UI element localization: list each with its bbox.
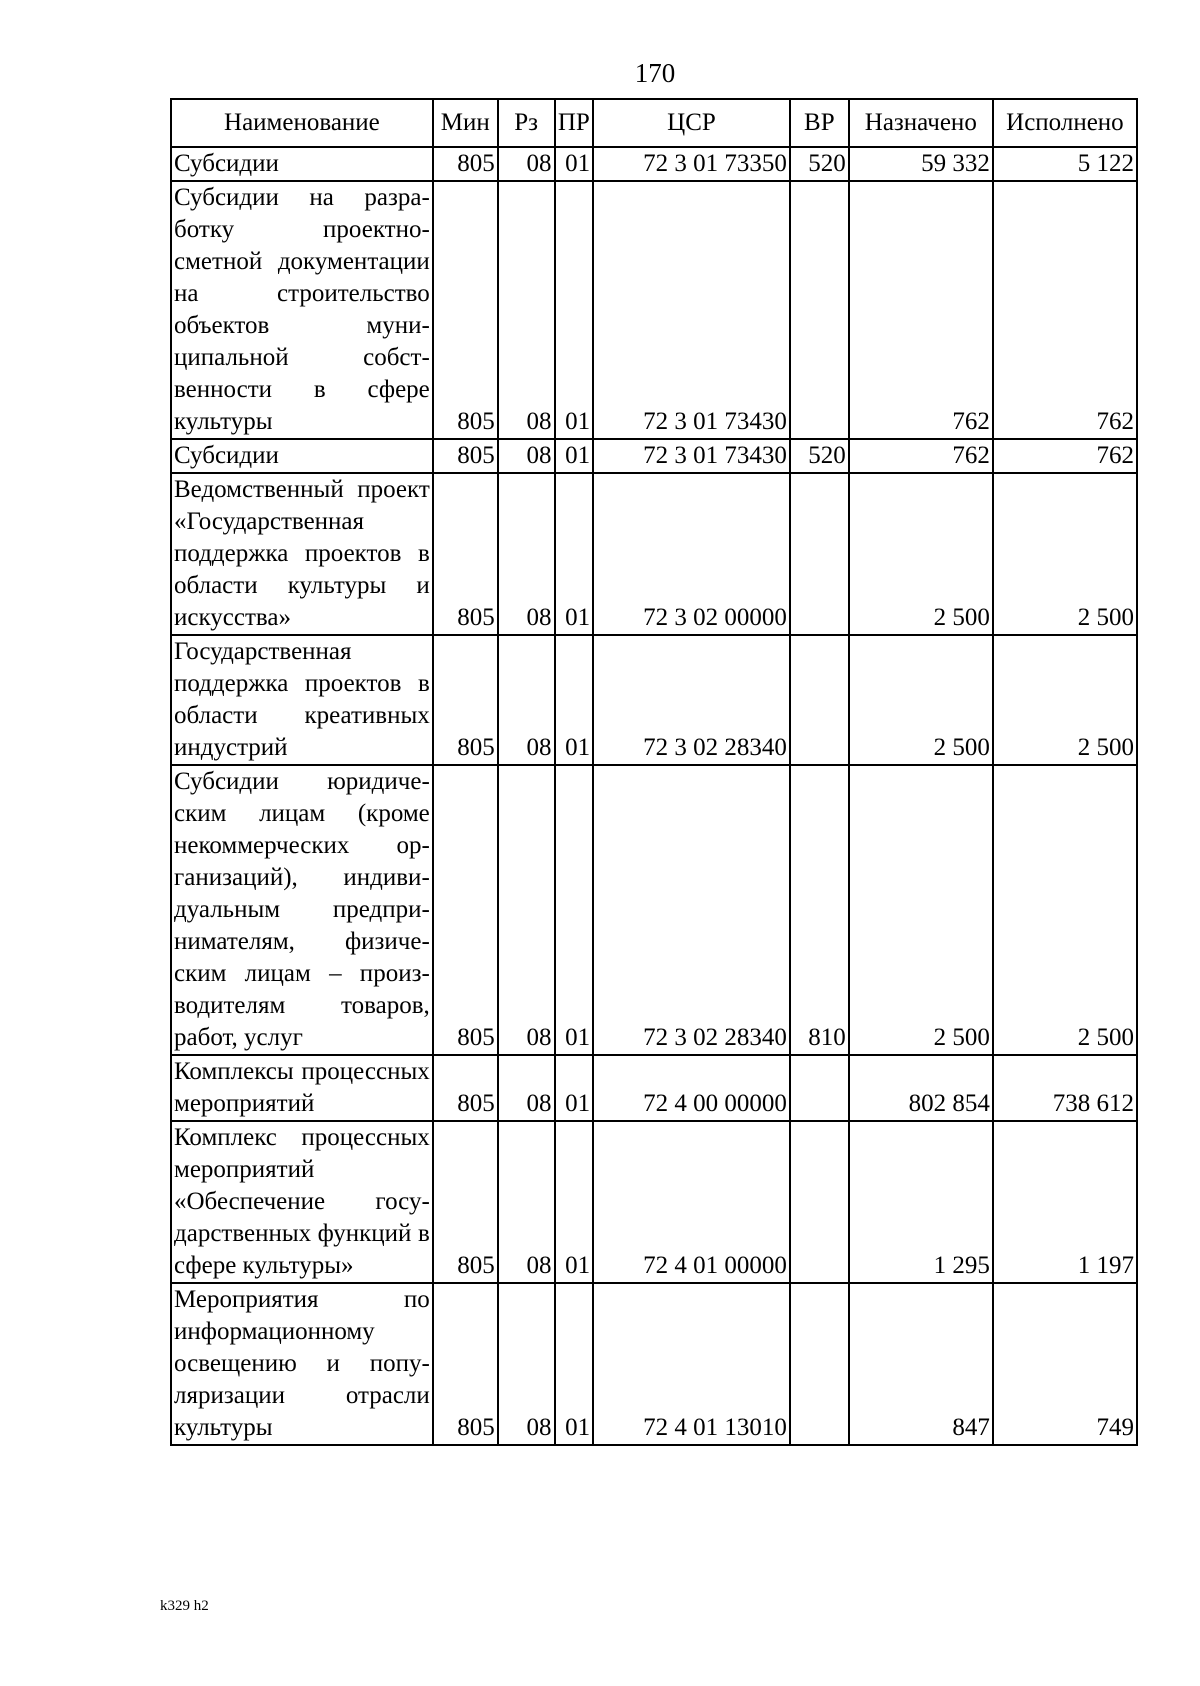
cell-rz: 08 bbox=[498, 439, 555, 473]
cell-assigned: 2 500 bbox=[849, 473, 993, 635]
page-number: 170 bbox=[634, 58, 676, 88]
table-row bbox=[171, 1055, 1137, 1121]
table-row bbox=[171, 765, 1137, 1055]
cell-name: Субсидии bbox=[171, 147, 433, 181]
table-row bbox=[171, 473, 1137, 635]
header-pr: ПР bbox=[555, 99, 594, 147]
cell-rz: 08 bbox=[498, 473, 555, 635]
cell-csr: 72 3 01 73430 bbox=[593, 439, 790, 473]
table-row bbox=[171, 1121, 1137, 1283]
cell-rz: 08 bbox=[498, 635, 555, 765]
cell-assigned: 762 bbox=[849, 439, 993, 473]
cell-pr: 01 bbox=[555, 439, 594, 473]
cell-executed: 5 122 bbox=[993, 147, 1137, 181]
cell-vr bbox=[790, 473, 849, 635]
cell-pr: 01 bbox=[555, 1121, 594, 1283]
cell-rz: 08 bbox=[498, 147, 555, 181]
cell-assigned: 2 500 bbox=[849, 635, 993, 765]
cell-pr: 01 bbox=[555, 1283, 594, 1445]
cell-assigned: 1 295 bbox=[849, 1121, 993, 1283]
cell-assigned: 802 854 bbox=[849, 1055, 993, 1121]
cell-name: Субсидии юридическим лицам (кроме некоммерческих организаций), индивидуальным предпринимателям, физическим лицам – производителям товаров, работ, услуг bbox=[171, 765, 433, 1055]
cell-rz: 08 bbox=[498, 765, 555, 1055]
cell-rz: 08 bbox=[498, 1055, 555, 1121]
cell-pr: 01 bbox=[555, 765, 594, 1055]
cell-name: Государственная поддержка проектов в области креативных индустрий bbox=[171, 635, 433, 765]
cell-name: Мероприятия по информационному освещению и популяризации отрасли культуры bbox=[171, 1283, 433, 1445]
cell-name: Субсидии на разработку проектно-сметной документации на строительство объектов муниципальной собственности в сфере культуры bbox=[171, 181, 433, 439]
cell-pr: 01 bbox=[555, 147, 594, 181]
cell-csr: 72 4 01 00000 bbox=[593, 1121, 790, 1283]
header-vr: ВР bbox=[790, 99, 849, 147]
header-min: Мин bbox=[433, 99, 498, 147]
cell-executed: 2 500 bbox=[993, 473, 1137, 635]
cell-min: 805 bbox=[433, 1121, 498, 1283]
cell-pr: 01 bbox=[555, 181, 594, 439]
cell-name: Субсидии bbox=[171, 439, 433, 473]
cell-assigned: 2 500 bbox=[849, 765, 993, 1055]
cell-csr: 72 3 02 28340 bbox=[593, 765, 790, 1055]
cell-csr: 72 3 02 00000 bbox=[593, 473, 790, 635]
cell-csr: 72 4 01 13010 bbox=[593, 1283, 790, 1445]
cell-assigned: 847 bbox=[849, 1283, 993, 1445]
header-rz: Рз bbox=[498, 99, 555, 147]
table-row bbox=[171, 1283, 1137, 1445]
table-row bbox=[171, 439, 1137, 473]
cell-vr bbox=[790, 1055, 849, 1121]
cell-vr: 520 bbox=[790, 439, 849, 473]
header-name: Наименование bbox=[171, 99, 433, 147]
cell-min: 805 bbox=[433, 147, 498, 181]
cell-min: 805 bbox=[433, 1283, 498, 1445]
cell-pr: 01 bbox=[555, 473, 594, 635]
cell-name: Комплекс процессных мероприятий «Обеспечение государственных функций в сфере культуры» bbox=[171, 1121, 433, 1283]
budget-table bbox=[170, 98, 1138, 1446]
cell-executed: 749 bbox=[993, 1283, 1137, 1445]
cell-executed: 762 bbox=[993, 439, 1137, 473]
cell-vr bbox=[790, 1121, 849, 1283]
cell-name: Ведомственный проект «Государственная поддержка проектов в области культуры и искусства» bbox=[171, 473, 433, 635]
cell-executed: 762 bbox=[993, 181, 1137, 439]
header-executed: Исполнено bbox=[993, 99, 1137, 147]
cell-vr: 520 bbox=[790, 147, 849, 181]
cell-csr: 72 3 01 73350 bbox=[593, 147, 790, 181]
cell-min: 805 bbox=[433, 1055, 498, 1121]
cell-pr: 01 bbox=[555, 1055, 594, 1121]
cell-pr: 01 bbox=[555, 635, 594, 765]
cell-assigned: 762 bbox=[849, 181, 993, 439]
cell-rz: 08 bbox=[498, 1121, 555, 1283]
cell-executed: 2 500 bbox=[993, 765, 1137, 1055]
cell-executed: 2 500 bbox=[993, 635, 1137, 765]
cell-vr bbox=[790, 635, 849, 765]
cell-csr: 72 4 00 00000 bbox=[593, 1055, 790, 1121]
cell-min: 805 bbox=[433, 765, 498, 1055]
table-body bbox=[171, 147, 1137, 1445]
cell-vr bbox=[790, 1283, 849, 1445]
cell-csr: 72 3 01 73430 bbox=[593, 181, 790, 439]
header-csr: ЦСР bbox=[593, 99, 790, 147]
table-row bbox=[171, 147, 1137, 181]
footer-code: k329 h2 bbox=[160, 1598, 209, 1614]
cell-name: Комплексы процессных мероприятий bbox=[171, 1055, 433, 1121]
cell-assigned: 59 332 bbox=[849, 147, 993, 181]
cell-vr bbox=[790, 181, 849, 439]
table-header-row bbox=[171, 99, 1137, 147]
cell-rz: 08 bbox=[498, 181, 555, 439]
cell-executed: 738 612 bbox=[993, 1055, 1137, 1121]
cell-vr: 810 bbox=[790, 765, 849, 1055]
cell-min: 805 bbox=[433, 473, 498, 635]
table-row bbox=[171, 181, 1137, 439]
table-row bbox=[171, 635, 1137, 765]
cell-rz: 08 bbox=[498, 1283, 555, 1445]
header-assigned: Назначено bbox=[849, 99, 993, 147]
cell-min: 805 bbox=[433, 181, 498, 439]
cell-min: 805 bbox=[433, 635, 498, 765]
cell-executed: 1 197 bbox=[993, 1121, 1137, 1283]
cell-csr: 72 3 02 28340 bbox=[593, 635, 790, 765]
cell-min: 805 bbox=[433, 439, 498, 473]
